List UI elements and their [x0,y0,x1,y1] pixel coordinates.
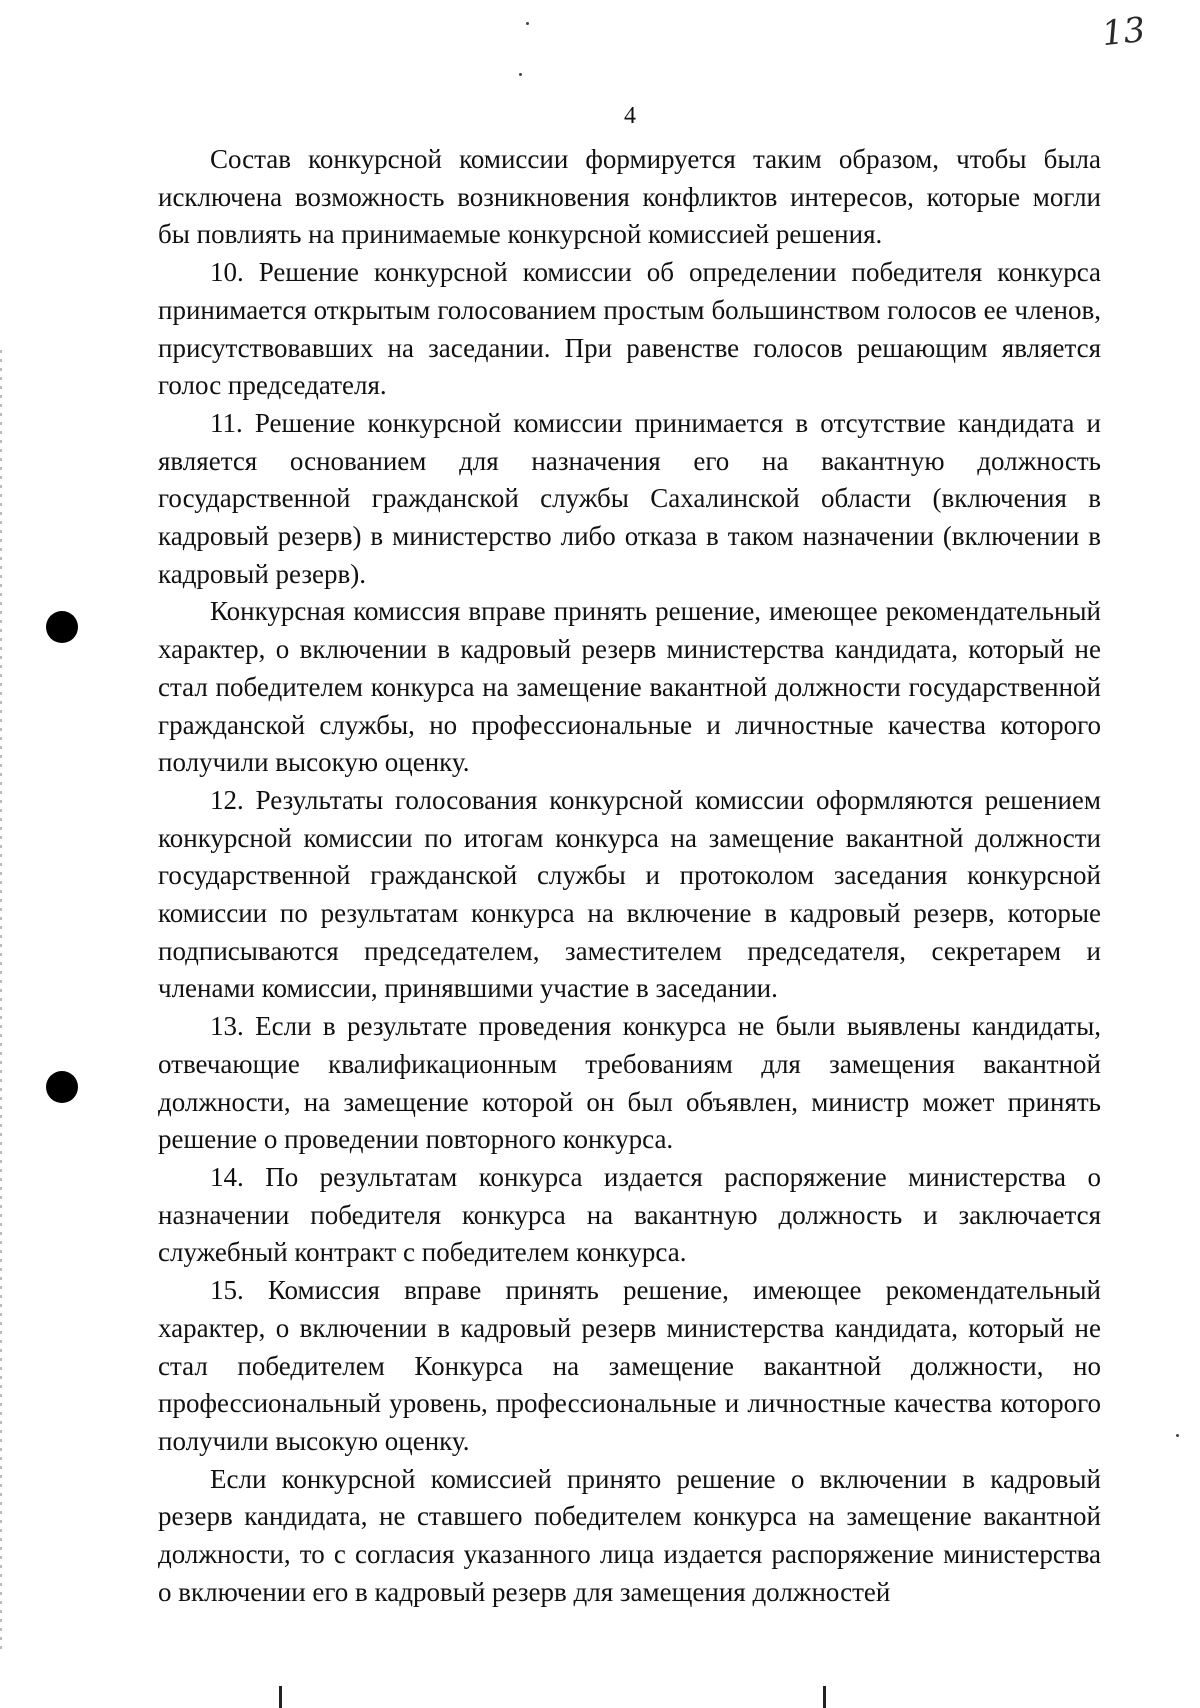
binding-mark [279,1686,282,1708]
page-number: 4 [624,103,636,129]
punch-hole [46,611,78,643]
paragraph-13: 13. Если в результате проведения конкурса не были выявлены кандидаты, отвечающие квалификационным требованиям для замещения вакантной должности, на замещение которой он был объявлен, министр может принять решение о проведении повторного конкурса. [158,1011,1101,1155]
binding-mark [823,1686,826,1708]
scan-edge-line [0,350,2,1650]
scan-speck [526,22,529,25]
paragraph-15: 15. Комиссия вправе принять решение, имеющее рекомендательный характер, о включении в кадровый резерв министерства кандидата, который не стал победителем Конкурса на замещение вакантной должности, но профессиональный уровень, профессиональные и личностные качества которого получили высокую оценку. [158,1275,1101,1456]
paragraph-11-reserve: Конкурсная комиссия вправе принять решение, имеющее рекомендательный характер, о включении в кадровый резерв министерства кандидата, который не стал победителем конкурса на замещение вакантной должности государственной гражданской службы, но профессиональные и личностные качества которого получили высокую оценку. [158,596,1101,778]
paragraph-composition: Состав конкурсной комиссии формируется таким образом, чтобы была исключена возможность возникновения конфликтов интересов, которые могли бы повлиять на принимаемые конкурсной комиссией решения. [158,144,1101,250]
punch-hole [46,1071,78,1103]
paragraph-11: 11. Решение конкурсной комиссии принимается в отсутствие кандидата и является основанием для назначения его на вакантную должность государственной гражданской службы Сахалинской области (включения в кадровый резерв) в министерство либо отказа в таком назначении (включении в кадровый резерв). [158,407,1101,589]
paragraph-12: 12. Результаты голосования конкурсной комиссии оформляются решением конкурсной комиссии по итогам конкурса на замещение вакантной должности государственной гражданской службы и протоколом заседания конкурсной комиссии по результатам конкурса на включение в кадровый резерв, которые подписываются председателем, заместителем председателя, секретарем и членами комиссии, принявшими участие в заседании. [158,784,1101,1004]
paragraph-14: 14. По результатам конкурса издается распоряжение министерства о назначении победителя конкурса на вакантную должность и заключается служебный контракт с победителем конкурса. [158,1161,1101,1268]
scan-speck [519,73,522,76]
paragraph-15-reserve: Если конкурсной комиссией принято решение о включении в кадровый резерв кандидата, не ставшего победителем конкурса на замещение вакантной должности, то с согласия указанного лица издается распоряжение министерства о включении его в кадровый резерв для замещения должностей [158,1463,1101,1607]
scan-speck [1176,1434,1179,1437]
handwritten-folio-number: 13 [1099,9,1147,55]
paragraph-10: 10. Решение конкурсной комиссии об определении победителя конкурса принимается открытым голосованием простым большинством голосов ее членов, присутствовавших на заседании. При равенстве голосов решающим является голос председателя. [158,257,1101,401]
document-body [158,141,1101,1611]
